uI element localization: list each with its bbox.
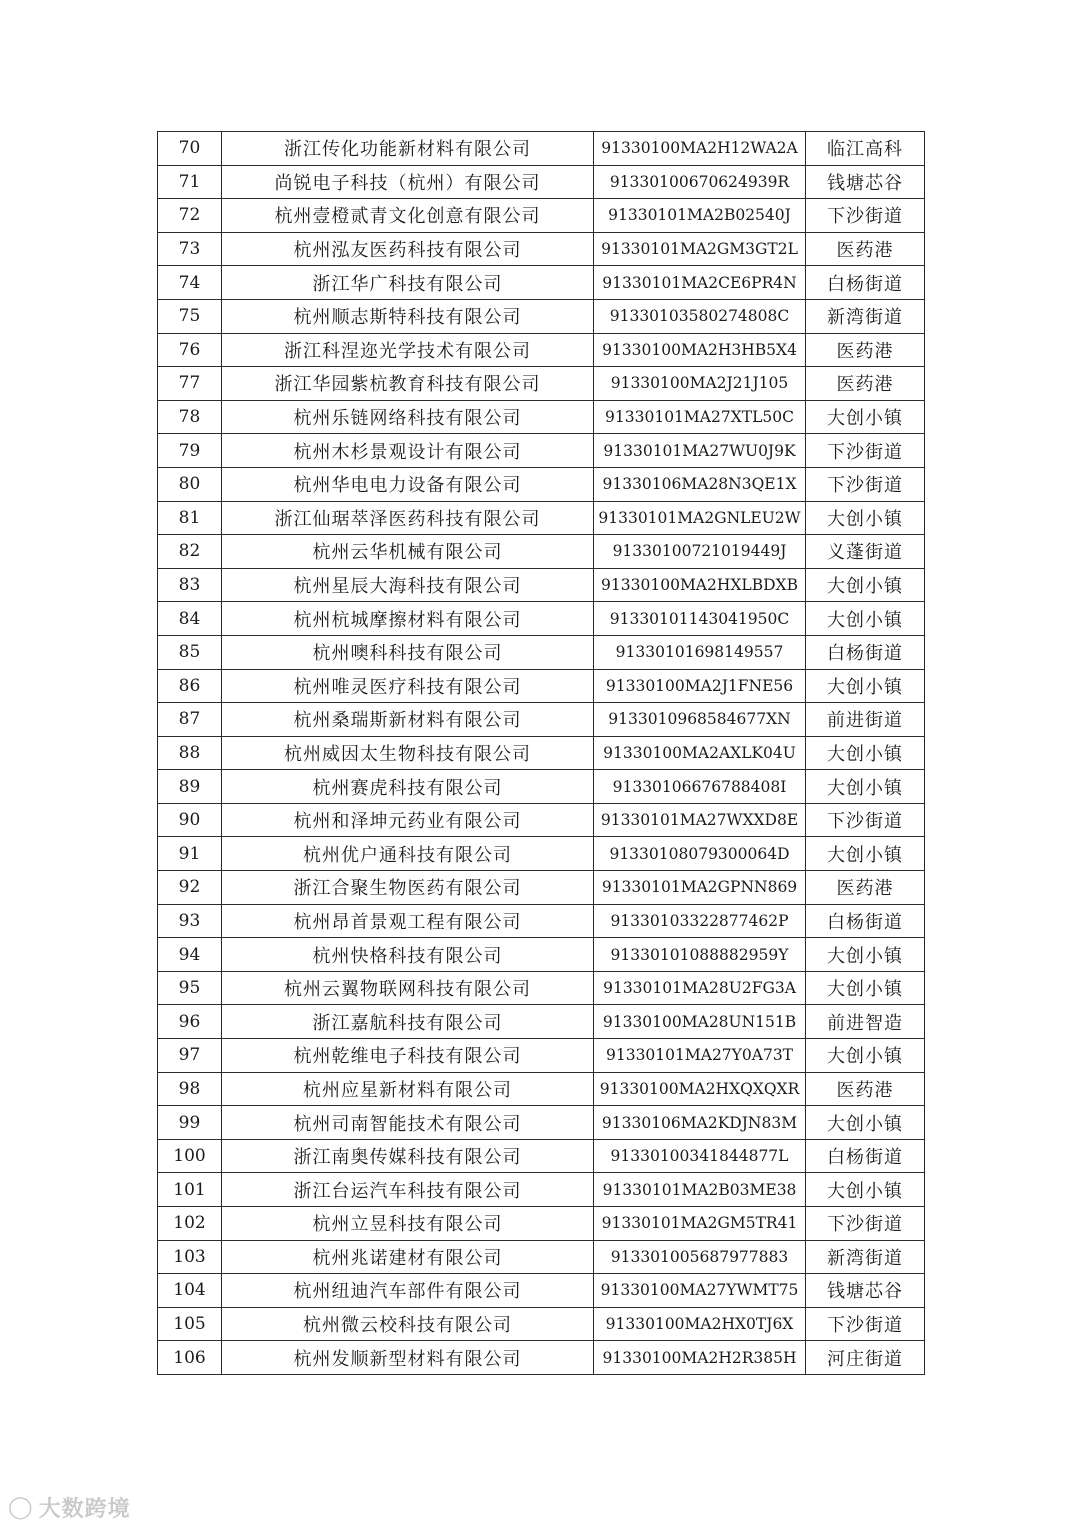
area-name: 下沙街道 bbox=[806, 434, 925, 468]
table-row bbox=[158, 501, 925, 535]
row-number: 71 bbox=[158, 165, 222, 199]
row-number: 92 bbox=[158, 871, 222, 905]
credit-code: 91330100721019449J bbox=[594, 535, 806, 569]
table-row bbox=[158, 770, 925, 804]
table-row bbox=[158, 1307, 925, 1341]
company-name: 杭州优户通科技有限公司 bbox=[222, 837, 594, 871]
credit-code: 91330100MA2HX0TJ6X bbox=[594, 1307, 806, 1341]
row-number: 77 bbox=[158, 367, 222, 401]
company-name: 杭州兆诺建材有限公司 bbox=[222, 1240, 594, 1274]
credit-code: 91330100MA2HXQXQXR bbox=[594, 1072, 806, 1106]
table-body bbox=[158, 132, 925, 1375]
area-name: 白杨街道 bbox=[806, 266, 925, 300]
table-row bbox=[158, 1072, 925, 1106]
company-name: 尚锐电子科技（杭州）有限公司 bbox=[222, 165, 594, 199]
area-name: 下沙街道 bbox=[806, 1307, 925, 1341]
company-name: 杭州纽迪汽车部件有限公司 bbox=[222, 1274, 594, 1308]
credit-code: 91330101698149557 bbox=[594, 635, 806, 669]
company-name: 杭州桑瑞斯新材料有限公司 bbox=[222, 703, 594, 737]
company-name: 杭州应星新材料有限公司 bbox=[222, 1072, 594, 1106]
area-name: 钱塘芯谷 bbox=[806, 165, 925, 199]
row-number: 95 bbox=[158, 971, 222, 1005]
company-name: 杭州微云校科技有限公司 bbox=[222, 1307, 594, 1341]
row-number: 101 bbox=[158, 1173, 222, 1207]
table-row bbox=[158, 803, 925, 837]
credit-code: 91330108079300064D bbox=[594, 837, 806, 871]
credit-code: 91330100MA2H3HB5X4 bbox=[594, 333, 806, 367]
table-row bbox=[158, 400, 925, 434]
row-number: 86 bbox=[158, 669, 222, 703]
credit-code: 91330101MA2GM5TR41 bbox=[594, 1207, 806, 1241]
row-number: 106 bbox=[158, 1341, 222, 1375]
table-row bbox=[158, 1207, 925, 1241]
company-name: 杭州快格科技有限公司 bbox=[222, 938, 594, 972]
area-name: 下沙街道 bbox=[806, 467, 925, 501]
row-number: 94 bbox=[158, 938, 222, 972]
table-row bbox=[158, 1274, 925, 1308]
table-row bbox=[158, 1240, 925, 1274]
company-name: 杭州威因太生物科技有限公司 bbox=[222, 736, 594, 770]
credit-code: 91330100MA2H12WA2A bbox=[594, 132, 806, 166]
credit-code: 91330106676788408I bbox=[594, 770, 806, 804]
row-number: 89 bbox=[158, 770, 222, 804]
table-row bbox=[158, 1173, 925, 1207]
area-name: 大创小镇 bbox=[806, 1173, 925, 1207]
company-name: 浙江南奥传媒科技有限公司 bbox=[222, 1139, 594, 1173]
area-name: 河庄街道 bbox=[806, 1341, 925, 1375]
company-name: 杭州昂首景观工程有限公司 bbox=[222, 904, 594, 938]
area-name: 医药港 bbox=[806, 367, 925, 401]
row-number: 97 bbox=[158, 1039, 222, 1073]
row-number: 102 bbox=[158, 1207, 222, 1241]
area-name: 前进智造 bbox=[806, 1005, 925, 1039]
company-name: 浙江台运汽车科技有限公司 bbox=[222, 1173, 594, 1207]
row-number: 70 bbox=[158, 132, 222, 166]
company-name: 杭州乾维电子科技有限公司 bbox=[222, 1039, 594, 1073]
credit-code: 91330101MA27XTL50C bbox=[594, 400, 806, 434]
row-number: 76 bbox=[158, 333, 222, 367]
company-name: 杭州云华机械有限公司 bbox=[222, 535, 594, 569]
area-name: 医药港 bbox=[806, 232, 925, 266]
credit-code: 91330101MA27WXXD8E bbox=[594, 803, 806, 837]
row-number: 80 bbox=[158, 467, 222, 501]
row-number: 74 bbox=[158, 266, 222, 300]
table-row bbox=[158, 1005, 925, 1039]
company-name: 浙江华园紫杭教育科技有限公司 bbox=[222, 367, 594, 401]
table-row bbox=[158, 299, 925, 333]
area-name: 临江高科 bbox=[806, 132, 925, 166]
area-name: 白杨街道 bbox=[806, 1139, 925, 1173]
area-name: 大创小镇 bbox=[806, 938, 925, 972]
company-name: 杭州噢科科技有限公司 bbox=[222, 635, 594, 669]
row-number: 104 bbox=[158, 1274, 222, 1308]
table-row bbox=[158, 1139, 925, 1173]
credit-code: 91330100670624939R bbox=[594, 165, 806, 199]
table-row bbox=[158, 132, 925, 166]
company-name: 杭州壹橙贰青文化创意有限公司 bbox=[222, 199, 594, 233]
company-name: 杭州云翼物联网科技有限公司 bbox=[222, 971, 594, 1005]
credit-code: 91330103580274808C bbox=[594, 299, 806, 333]
table-row bbox=[158, 904, 925, 938]
table-row bbox=[158, 971, 925, 1005]
credit-code: 91330100341844877L bbox=[594, 1139, 806, 1173]
row-number: 84 bbox=[158, 602, 222, 636]
row-number: 100 bbox=[158, 1139, 222, 1173]
credit-code: 91330100MA2H2R385H bbox=[594, 1341, 806, 1375]
company-name: 杭州星辰大海科技有限公司 bbox=[222, 568, 594, 602]
area-name: 白杨街道 bbox=[806, 635, 925, 669]
company-name: 浙江嘉航科技有限公司 bbox=[222, 1005, 594, 1039]
area-name: 大创小镇 bbox=[806, 501, 925, 535]
area-name: 医药港 bbox=[806, 333, 925, 367]
row-number: 83 bbox=[158, 568, 222, 602]
table-row bbox=[158, 669, 925, 703]
watermark-text: 大数跨境 bbox=[38, 1496, 131, 1522]
table-row bbox=[158, 1341, 925, 1375]
area-name: 大创小镇 bbox=[806, 971, 925, 1005]
area-name: 医药港 bbox=[806, 871, 925, 905]
table-row bbox=[158, 871, 925, 905]
credit-code: 91330106MA2KDJN83M bbox=[594, 1106, 806, 1140]
table-row bbox=[158, 434, 925, 468]
row-number: 73 bbox=[158, 232, 222, 266]
credit-code: 91330103322877462P bbox=[594, 904, 806, 938]
area-name: 新湾街道 bbox=[806, 299, 925, 333]
credit-code: 91330101MA2CE6PR4N bbox=[594, 266, 806, 300]
area-name: 大创小镇 bbox=[806, 1039, 925, 1073]
table-row bbox=[158, 635, 925, 669]
area-name: 大创小镇 bbox=[806, 770, 925, 804]
credit-code: 91330100MA2J1FNE56 bbox=[594, 669, 806, 703]
credit-code: 91330100MA2AXLK04U bbox=[594, 736, 806, 770]
table-row bbox=[158, 938, 925, 972]
row-number: 72 bbox=[158, 199, 222, 233]
credit-code: 91330101MA2B02540J bbox=[594, 199, 806, 233]
table-row bbox=[158, 1106, 925, 1140]
table-row bbox=[158, 165, 925, 199]
area-name: 前进街道 bbox=[806, 703, 925, 737]
area-name: 下沙街道 bbox=[806, 803, 925, 837]
credit-code: 91330101088882959Y bbox=[594, 938, 806, 972]
credit-code: 91330101143041950C bbox=[594, 602, 806, 636]
area-name: 钱塘芯谷 bbox=[806, 1274, 925, 1308]
table-row bbox=[158, 1039, 925, 1073]
area-name: 下沙街道 bbox=[806, 199, 925, 233]
area-name: 医药港 bbox=[806, 1072, 925, 1106]
row-number: 90 bbox=[158, 803, 222, 837]
row-number: 81 bbox=[158, 501, 222, 535]
row-number: 93 bbox=[158, 904, 222, 938]
company-name: 浙江仙琚萃泽医药科技有限公司 bbox=[222, 501, 594, 535]
area-name: 大创小镇 bbox=[806, 400, 925, 434]
company-name: 杭州司南智能技术有限公司 bbox=[222, 1106, 594, 1140]
row-number: 91 bbox=[158, 837, 222, 871]
company-name: 杭州泓友医药科技有限公司 bbox=[222, 232, 594, 266]
area-name: 白杨街道 bbox=[806, 904, 925, 938]
table-row bbox=[158, 199, 925, 233]
credit-code: 91330100MA2J21J105 bbox=[594, 367, 806, 401]
area-name: 义蓬街道 bbox=[806, 535, 925, 569]
credit-code: 91330101MA27Y0A73T bbox=[594, 1039, 806, 1073]
area-name: 大创小镇 bbox=[806, 736, 925, 770]
company-name: 杭州赛虎科技有限公司 bbox=[222, 770, 594, 804]
row-number: 75 bbox=[158, 299, 222, 333]
company-name: 浙江科涅迩光学技术有限公司 bbox=[222, 333, 594, 367]
table-row bbox=[158, 703, 925, 737]
table-row bbox=[158, 602, 925, 636]
company-name: 杭州华电电力设备有限公司 bbox=[222, 467, 594, 501]
row-number: 99 bbox=[158, 1106, 222, 1140]
row-number: 79 bbox=[158, 434, 222, 468]
area-name: 大创小镇 bbox=[806, 568, 925, 602]
company-name: 浙江合聚生物医药有限公司 bbox=[222, 871, 594, 905]
credit-code: 91330101MA2B03ME38 bbox=[594, 1173, 806, 1207]
area-name: 大创小镇 bbox=[806, 602, 925, 636]
company-name: 杭州木杉景观设计有限公司 bbox=[222, 434, 594, 468]
enterprise-table bbox=[157, 131, 925, 1375]
watermark bbox=[8, 1490, 131, 1524]
row-number: 98 bbox=[158, 1072, 222, 1106]
credit-code: 91330106MA28N3QE1X bbox=[594, 467, 806, 501]
credit-code: 91330100568797788​3 bbox=[594, 1240, 806, 1274]
company-name: 浙江传化功能新材料有限公司 bbox=[222, 132, 594, 166]
credit-code: 91330101MA2GNLEU2W bbox=[594, 501, 806, 535]
area-name: 大创小镇 bbox=[806, 1106, 925, 1140]
row-number: 87 bbox=[158, 703, 222, 737]
row-number: 82 bbox=[158, 535, 222, 569]
table-row bbox=[158, 535, 925, 569]
table-row bbox=[158, 266, 925, 300]
table-row bbox=[158, 568, 925, 602]
area-name: 大创小镇 bbox=[806, 669, 925, 703]
area-name: 大创小镇 bbox=[806, 837, 925, 871]
company-name: 杭州杭城摩擦材料有限公司 bbox=[222, 602, 594, 636]
row-number: 85 bbox=[158, 635, 222, 669]
table-row bbox=[158, 467, 925, 501]
area-name: 新湾街道 bbox=[806, 1240, 925, 1274]
row-number: 96 bbox=[158, 1005, 222, 1039]
company-name: 杭州发顺新型材料有限公司 bbox=[222, 1341, 594, 1375]
table-row bbox=[158, 367, 925, 401]
credit-code: 91330101MA2GPNN869 bbox=[594, 871, 806, 905]
row-number: 103 bbox=[158, 1240, 222, 1274]
weibo-logo-icon: ◯ bbox=[8, 1494, 33, 1520]
table-row bbox=[158, 736, 925, 770]
credit-code: 91330101MA2GM3GT2L bbox=[594, 232, 806, 266]
company-name: 杭州立昱科技有限公司 bbox=[222, 1207, 594, 1241]
table-row bbox=[158, 232, 925, 266]
credit-code: 91330100MA27YWMT75 bbox=[594, 1274, 806, 1308]
company-name: 杭州和泽坤元药业有限公司 bbox=[222, 803, 594, 837]
company-name: 杭州乐链网络科技有限公司 bbox=[222, 400, 594, 434]
row-number: 78 bbox=[158, 400, 222, 434]
company-name: 浙江华广科技有限公司 bbox=[222, 266, 594, 300]
credit-code: 91330100MA28UN151B bbox=[594, 1005, 806, 1039]
row-number: 88 bbox=[158, 736, 222, 770]
credit-code: 91330101MA28U2FG3A bbox=[594, 971, 806, 1005]
row-number: 105 bbox=[158, 1307, 222, 1341]
company-name: 杭州唯灵医疗科技有限公司 bbox=[222, 669, 594, 703]
table-row bbox=[158, 837, 925, 871]
area-name: 下沙街道 bbox=[806, 1207, 925, 1241]
company-name: 杭州顺志斯特科技有限公司 bbox=[222, 299, 594, 333]
credit-code: 91330100MA2HXLBDXB bbox=[594, 568, 806, 602]
credit-code: 9133010968584677XN bbox=[594, 703, 806, 737]
table-row bbox=[158, 333, 925, 367]
credit-code: 91330101MA27WU0J9K bbox=[594, 434, 806, 468]
